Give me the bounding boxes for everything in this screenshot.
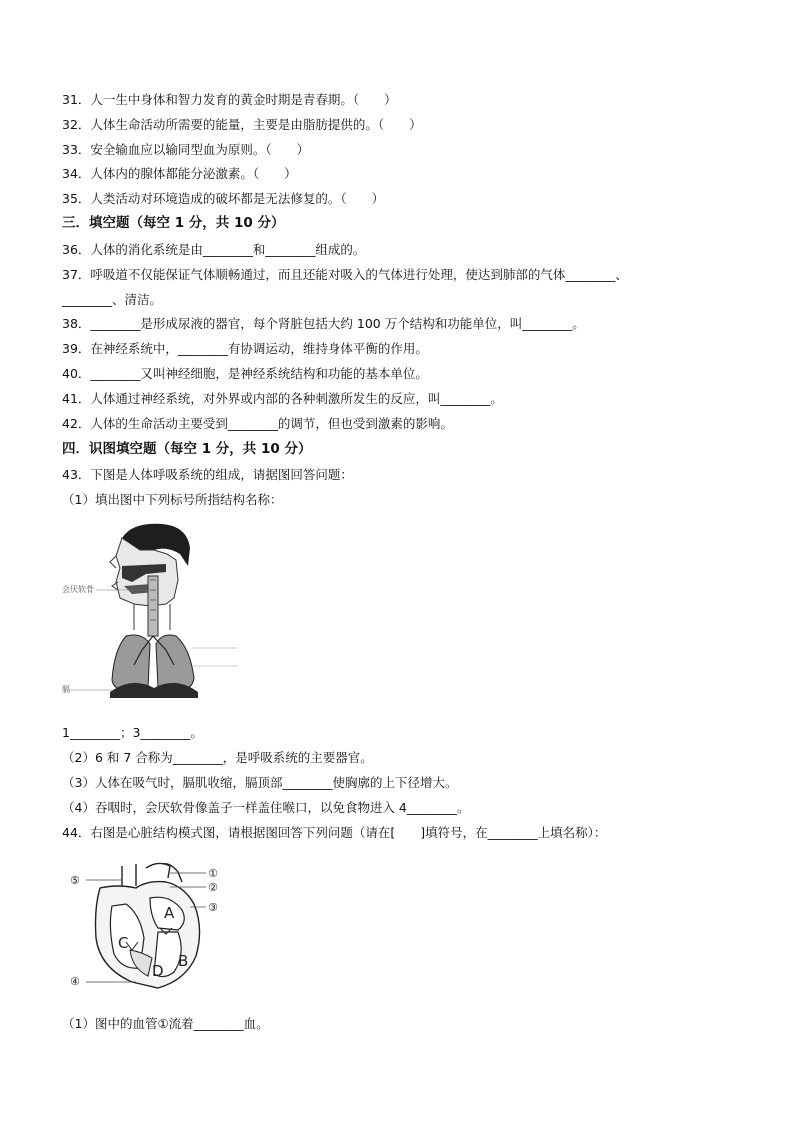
heart-chamber-b: B xyxy=(178,952,189,970)
question-40: 40．________又叫神经细胞，是神经系统结构和功能的基本单位。 xyxy=(62,366,428,381)
heart-chamber-a: A xyxy=(164,904,175,922)
question-42: 42．人体的生命活动主要受到________的调节，但也受到激素的影响。 xyxy=(62,416,453,431)
heart-structure-figure xyxy=(66,858,236,998)
question-39: 39．在神经系统中，________有协调运动，维持身体平衡的作用。 xyxy=(62,341,428,356)
question-44: 44．右图是心脏结构模式图，请根据图回答下列问题（请在[ ]填符号，在________上填名称）： xyxy=(62,825,607,840)
question-44-sub1: （1）图中的血管①流着________血。 xyxy=(62,1016,269,1031)
question-32: 32．人体生命活动所需要的能量，主要是由脂肪提供的。（ ） xyxy=(62,117,422,132)
heart-label-3: ③ xyxy=(208,901,218,914)
section-4-heading: 四．识图填空题（每空 1 分，共 10 分） xyxy=(62,441,312,457)
heart-label-4: ④ xyxy=(70,975,80,988)
respiratory-diagram xyxy=(62,520,302,710)
heart-label-2: ② xyxy=(208,881,218,894)
epiglottis-label: 会厌软骨 xyxy=(62,585,94,594)
section-3-heading: 三．填空题（每空 1 分，共 10 分） xyxy=(62,215,285,231)
question-43-sub1: （1）填出图中下列标号所指结构名称： xyxy=(62,492,283,507)
question-36: 36．人体的消化系统是由________和________组成的。 xyxy=(62,242,366,257)
question-37-cont: ________、清洁。 xyxy=(62,292,163,307)
question-43-sub2: （2）6 和 7 合称为________，是呼吸系统的主要器官。 xyxy=(62,750,373,765)
question-41: 41．人体通过神经系统，对外界或内部的各种刺激所发生的反应，叫________。 xyxy=(62,391,503,406)
heart-label-5: ⑤ xyxy=(70,874,80,887)
question-37: 37．呼吸道不仅能保证气体顺畅通过，而且还能对吸入的气体进行处理，使达到肺部的气体________、 xyxy=(62,267,628,282)
question-43-sub4: （4）吞咽时，会厌软骨像盖子一样盖住喉口，以免食物进入 4________。 xyxy=(62,800,470,815)
heart-chamber-c: C xyxy=(118,934,129,952)
heart-chamber-d: D xyxy=(152,962,164,980)
question-35: 35．人类活动对环境造成的破坏都是无法修复的。（ ） xyxy=(62,191,385,206)
question-43-answer1: 1________；3________。 xyxy=(62,725,203,740)
diaphragm-label: 膈 xyxy=(62,685,70,694)
heart-label-1: ① xyxy=(208,867,218,880)
question-34: 34．人体内的腺体都能分泌激素。（ ） xyxy=(62,166,297,181)
question-38: 38．________是形成尿液的器官，每个肾脏包括大约 100 万个结构和功能单位，叫________。 xyxy=(62,316,585,331)
question-33: 33．安全输血应以输同型血为原则。（ ） xyxy=(62,142,310,157)
respiratory-system-figure xyxy=(62,520,302,710)
question-43: 43．下图是人体呼吸系统的组成，请据图回答问题： xyxy=(62,467,353,482)
question-31: 31．人一生中身体和智力发育的黄金时期是青春期。（ ） xyxy=(62,92,397,107)
question-43-sub3: （3）人体在吸气时，膈肌收缩，膈顶部________使胸廓的上下径增大。 xyxy=(62,775,458,790)
